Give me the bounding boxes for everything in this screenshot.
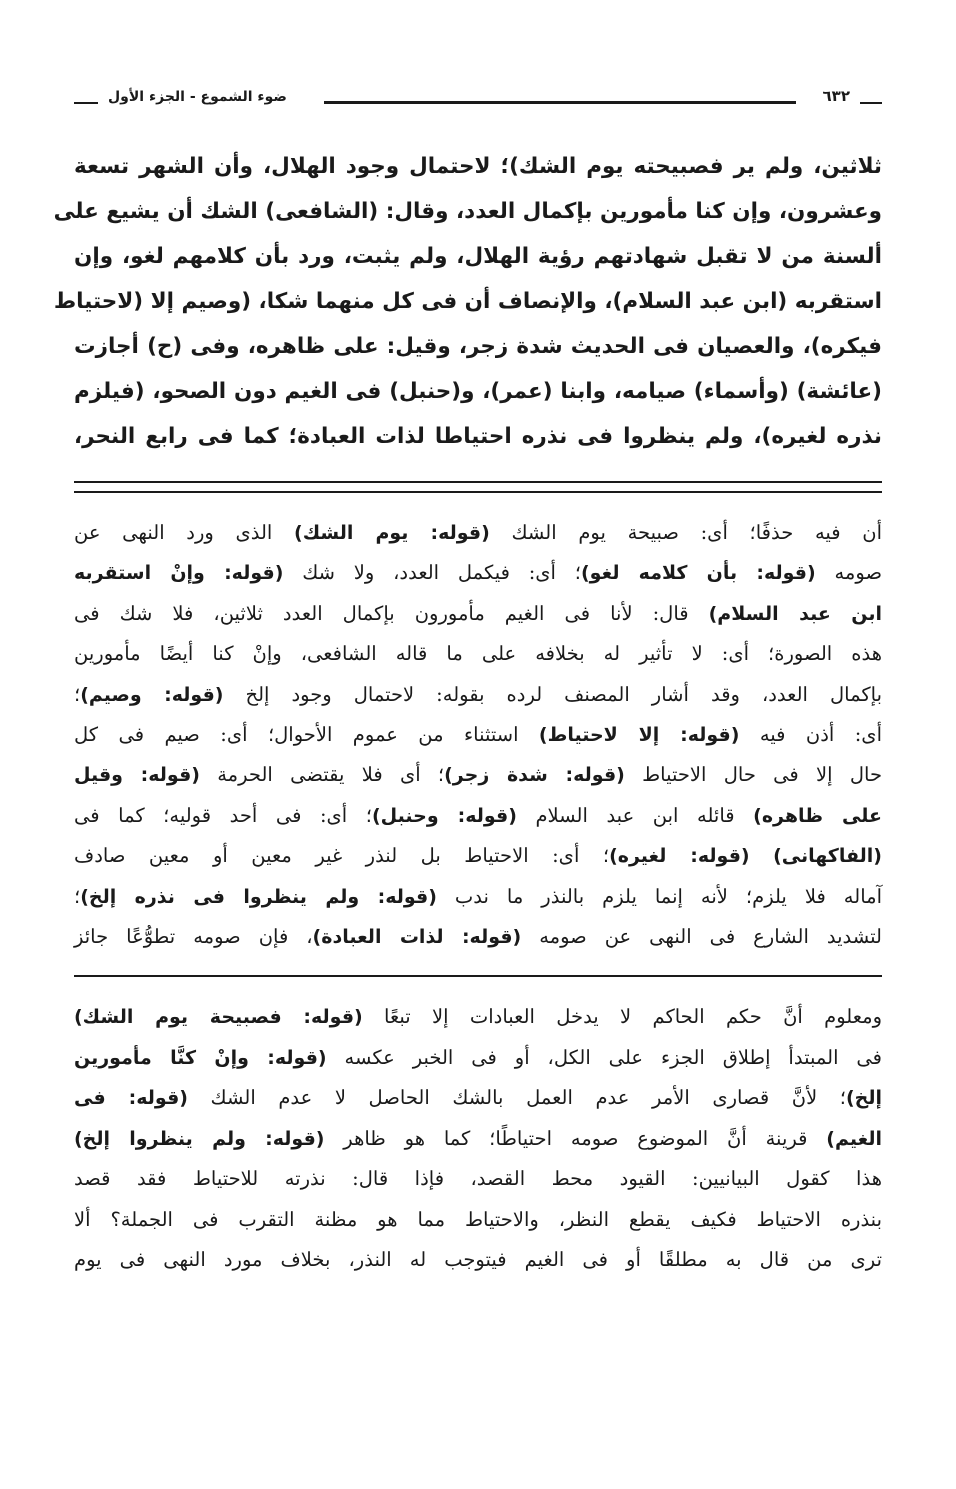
text-segment: حال إلا فى حال الاحتياط <box>624 763 882 787</box>
bold-citation: (قوله: ولم ينظروا فى نذره إلخ) <box>80 885 437 908</box>
bold-citation: (الفاكهانى) <box>773 845 882 868</box>
commentary-line <box>74 836 882 876</box>
commentary-text <box>74 513 882 957</box>
bold-citation: (قوله: فى <box>74 1087 188 1110</box>
commentary-line <box>74 594 882 634</box>
text-segment: ؛ <box>74 682 81 706</box>
commentary-line <box>74 715 882 755</box>
text-segment: ترى من قال به مطلقًا أو فى الغيم فيتوجب له النذر، بخلاف مورد النهى فى يوم <box>74 1248 882 1272</box>
text-segment: لتشديد الشارع فى النهى عن صومه <box>521 925 882 949</box>
bold-citation: (قوله: وإنْ كنَّا مأمورين <box>74 1046 327 1069</box>
header-rule-right <box>860 102 882 104</box>
text-segment: صومه <box>815 561 883 585</box>
book-page <box>53 84 883 1281</box>
book-title: ضوء الشموع - الجزء الأول <box>104 89 291 105</box>
text-segment: ؛ <box>74 884 81 908</box>
footnote-line <box>74 1119 882 1160</box>
bold-citation: الغيم) <box>826 1127 883 1150</box>
text-segment: أن فيه حذفًا؛ أى: صبيحة يوم الشك <box>489 521 883 544</box>
text-segment: ؛ أى: فيكمل العدد، ولا شك <box>283 561 581 585</box>
main-text-line: ثلاثين، ولم ير فصبيحته يوم الشك)؛ لاحتمال وجود الهلال، وأن الشهر تسعة <box>74 154 882 179</box>
text-segment: هذا كقول البيانيين: القيود محط القصد، فإذا قال: نذرته للاحتياط فقد قصد <box>74 1167 882 1191</box>
main-text <box>53 144 882 459</box>
bold-citation: (قوله: ولم ينظروا إلخ) <box>74 1127 325 1150</box>
bold-citation: (قوله: لغيره) <box>609 845 750 868</box>
footnote-line <box>74 1038 882 1079</box>
text-segment: قال: لأنا فى الغيم مأمورون بإكمال العدد ثلاثين، فلا شك فى <box>74 601 709 625</box>
footnote-text <box>74 997 882 1281</box>
text-segment: فى المبتدأ إطلاق الجزء على الكل، أو فى الخبر عكسه <box>326 1045 883 1069</box>
text-segment: آماله فلا يلزم؛ لأنه إنما يلزم بالنذر ما ندب <box>436 884 882 908</box>
main-text-line: نذره لغيره)، ولم ينظروا فى نذره احتياطا لذات العبادة؛ كما فى رابع النحر، <box>74 424 882 449</box>
commentary-line <box>74 513 882 553</box>
bold-citation: (قوله: شدة زجر) <box>444 764 625 787</box>
text-segment: هذه الصورة؛ أى: لا تأثير له بخلافه على ما قاله الشافعى، وإنْ كنا أيضًا مأمورين <box>74 642 882 666</box>
bold-citation: (قوله: وصيم) <box>80 683 224 706</box>
footnote-line <box>74 1078 882 1119</box>
main-text-line: وعشرون، وإن كنا مأمورين بإكمال العدد، وقال: (الشافعى) الشك أن يشيع على <box>53 199 882 224</box>
text-segment: بنذره الاحتياط فكيف يقطع النظر، والاحتياط مما هو مظنة التقرب فى الجملة؟ ألا <box>74 1207 882 1231</box>
text-segment: ؛ أى: فى أحد قوليه؛ كما فى <box>74 803 372 827</box>
footnote-line <box>74 1200 882 1241</box>
commentary-line <box>74 796 882 836</box>
bold-citation: (قوله: فصبيحة يوم الشك) <box>74 1006 363 1029</box>
text-segment: استثناء من عموم الأحوال؛ أى: صيم فى كل <box>74 723 539 747</box>
text-segment: بإكمال العدد، وقد أشار المصنف لرده بقوله: لاحتمال وجود إلخ <box>223 682 882 706</box>
main-text-line: ألسنة من لا تقبل شهادتهم رؤية الهلال، ولم يثبت، ورد بأن كلامهم لغو، وإن <box>74 244 882 269</box>
bold-citation: (قوله: لذات العبادة) <box>312 926 522 949</box>
text-segment: ، فإن صومه تطوُّعًا جائز <box>74 925 313 949</box>
header-rule-middle <box>324 101 796 104</box>
text-segment: قائله ابن عبد السلام <box>516 803 754 827</box>
main-text-line: (عائشة) (وأسماء) صيامه، وابنا (عمر)، و(حنبل) فى الغيم دون الصحو، (فيلزم <box>74 379 882 404</box>
bold-citation: (قوله: يوم الشك) <box>294 522 490 544</box>
commentary-line <box>74 675 882 715</box>
main-text-line: فيكره)، والعصيان فى الحديث شدة زجر، وقيل: على ظاهره، وفى (ح) أجازت <box>74 334 882 359</box>
text-segment <box>750 844 773 867</box>
bold-citation: (قوله: بأن كلامه لغو) <box>581 562 816 585</box>
bold-citation: (قوله: وإنْ استقربه <box>74 562 284 585</box>
footnote-line <box>74 1240 882 1281</box>
commentary-line <box>74 877 882 917</box>
text-segment: ؛ أى: الاحتياط بل لنذر غير معين أو معين صادف <box>74 844 610 868</box>
bold-citation: (قوله: إلا لاحتياط) <box>538 724 740 747</box>
text-segment: ؛ لأنَّ قصارى الأمر عدم العمل بالشك الحاصل لا عدم الشك <box>187 1086 846 1110</box>
text-segment: الذى ورد النهى عن <box>74 521 295 544</box>
double-divider <box>74 481 882 493</box>
text-segment: قرينة أنَّ الموضوع صومه احتياطًا؛ كما هو ظاهر <box>324 1126 827 1150</box>
commentary-line <box>74 553 882 593</box>
bold-citation: (قوله: وقيل <box>74 764 200 787</box>
page-header <box>74 84 882 118</box>
commentary-line <box>74 634 882 674</box>
bold-citation: ابن عبد السلام) <box>708 602 882 625</box>
header-rule-left <box>74 102 98 104</box>
footnote-line <box>74 1159 882 1200</box>
main-text-line: استقربه (ابن عبد السلام)، والإنصاف أن فى كل منهما شكا، (وصيم إلا (لاحتياط <box>53 289 882 314</box>
single-divider <box>74 975 882 977</box>
bold-citation: على ظاهره) <box>753 804 882 827</box>
bold-citation: (قوله: وحنبل) <box>371 804 517 827</box>
text-segment: أى: أذن فيه <box>739 723 882 747</box>
bold-citation: إلخ) <box>845 1087 883 1110</box>
text-segment: ومعلوم أنَّ حكم الحاكم لا يدخل العبادات إلا تبعًا <box>362 1005 882 1029</box>
footnote-line <box>74 997 882 1038</box>
commentary-line <box>74 917 882 957</box>
commentary-line <box>74 755 882 795</box>
text-segment: ؛ أى فلا يقتضى الحرمة <box>199 763 445 787</box>
page-number: ٦٣٢ <box>819 87 854 105</box>
